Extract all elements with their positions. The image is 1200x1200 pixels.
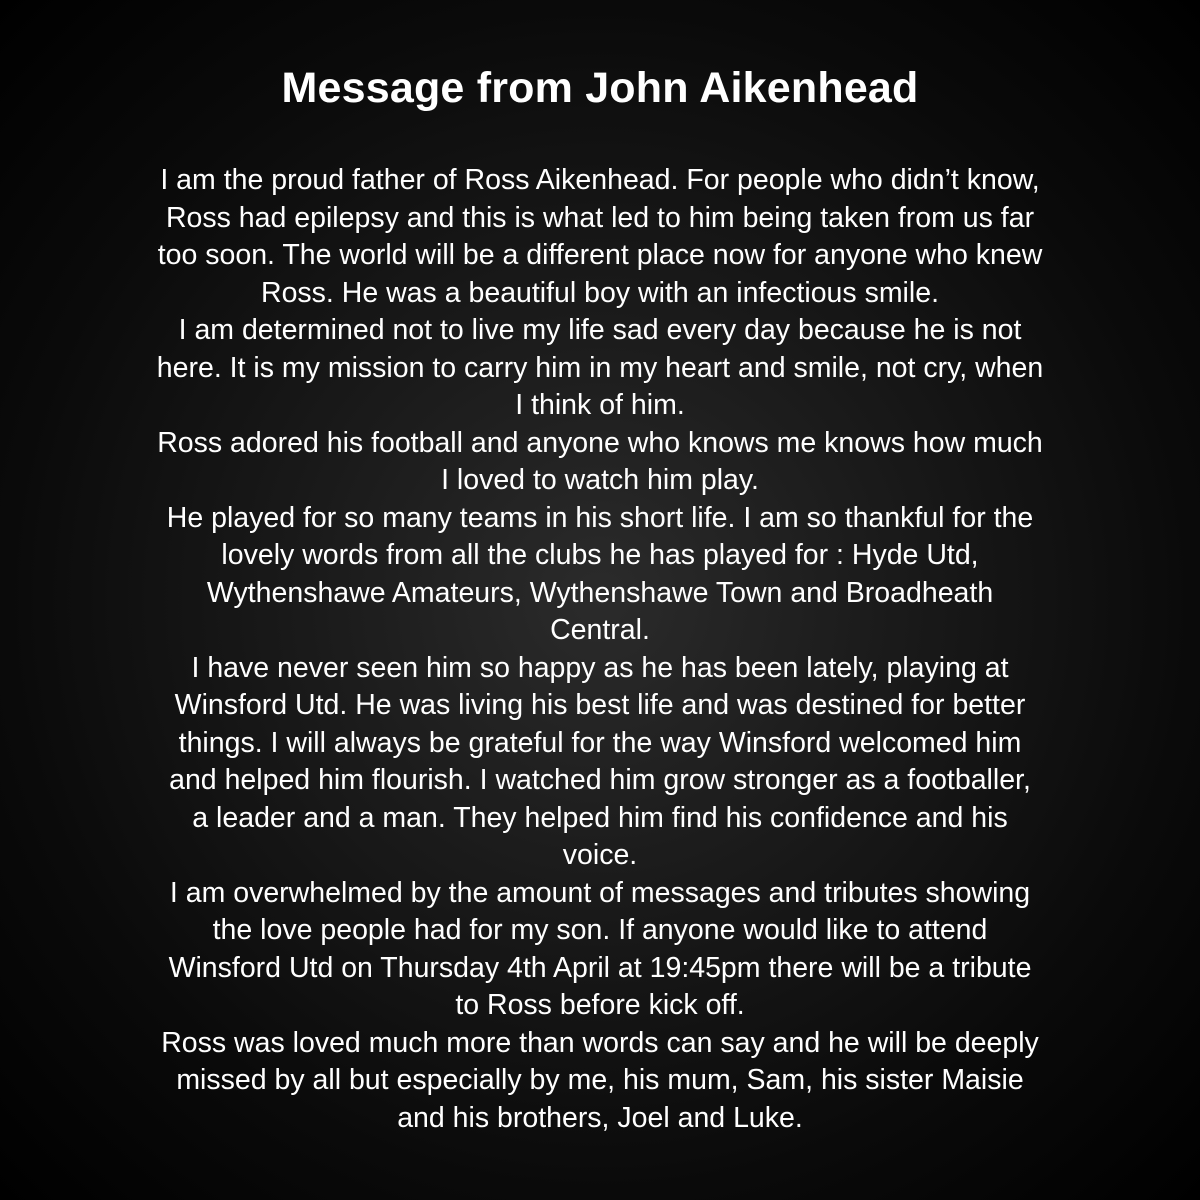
message-line: Wythenshawe Amateurs, Wythenshawe Town and Broadheath [206, 576, 994, 609]
message-line: missed by all but especially by me, his mum, Sam, his sister Maisie [176, 1064, 1024, 1096]
message-line: the love people had for my son. If anyone would like to attend [212, 914, 988, 946]
message-line: Ross. He was a beautiful boy with an infectious smile. [261, 276, 939, 309]
message-line: Ross was loved much more than words can say and he will be deeply [161, 1026, 1039, 1059]
message-line: Winsford Utd. He was living his best life and was destined for better [174, 689, 1026, 721]
message-line: Winsford Utd on Thursday 4th April at 19:45pm there will be a tribute [168, 951, 1032, 984]
message-line: I think of him. [515, 389, 685, 421]
message-line: I have never seen him so happy as he has been lately, playing at [191, 651, 1009, 684]
message-line: I am the proud father of Ross Aikenhead. For people who didn’t know, [160, 164, 1040, 196]
page-title: Message from John Aikenhead [281, 64, 919, 112]
message-line: a leader and a man. They helped him find his confidence and his [192, 801, 1008, 834]
message-line: I loved to watch him play. [441, 464, 759, 496]
message-line: He played for so many teams in his short life. I am so thankful for the [166, 501, 1034, 534]
message-line: I am overwhelmed by the amount of messages and tributes showing [169, 876, 1031, 909]
message-line: I am determined not to live my life sad every day because he is not [178, 314, 1022, 346]
message-line: here. It is my mission to carry him in my heart and smile, not cry, when [156, 351, 1044, 384]
message-line: too soon. The world will be a different place now for anyone who knew [157, 239, 1043, 271]
message-line: things. I will always be grateful for the way Winsford welcomed him [178, 726, 1022, 759]
message-line: lovely words from all the clubs he has played for : Hyde Utd, [221, 539, 979, 571]
message-line: voice. [562, 839, 638, 871]
message-line: Ross had epilepsy and this is what led to him being taken from us far [165, 201, 1035, 234]
message-line: Ross adored his football and anyone who knows me knows how much [157, 426, 1043, 459]
message-body [90, 162, 1110, 1137]
message-line: and helped him flourish. I watched him grow stronger as a footballer, [169, 764, 1031, 796]
message-line: and his brothers, Joel and Luke. [397, 1101, 803, 1134]
message-line: to Ross before kick off. [455, 989, 745, 1021]
message-line: Central. [550, 614, 650, 646]
